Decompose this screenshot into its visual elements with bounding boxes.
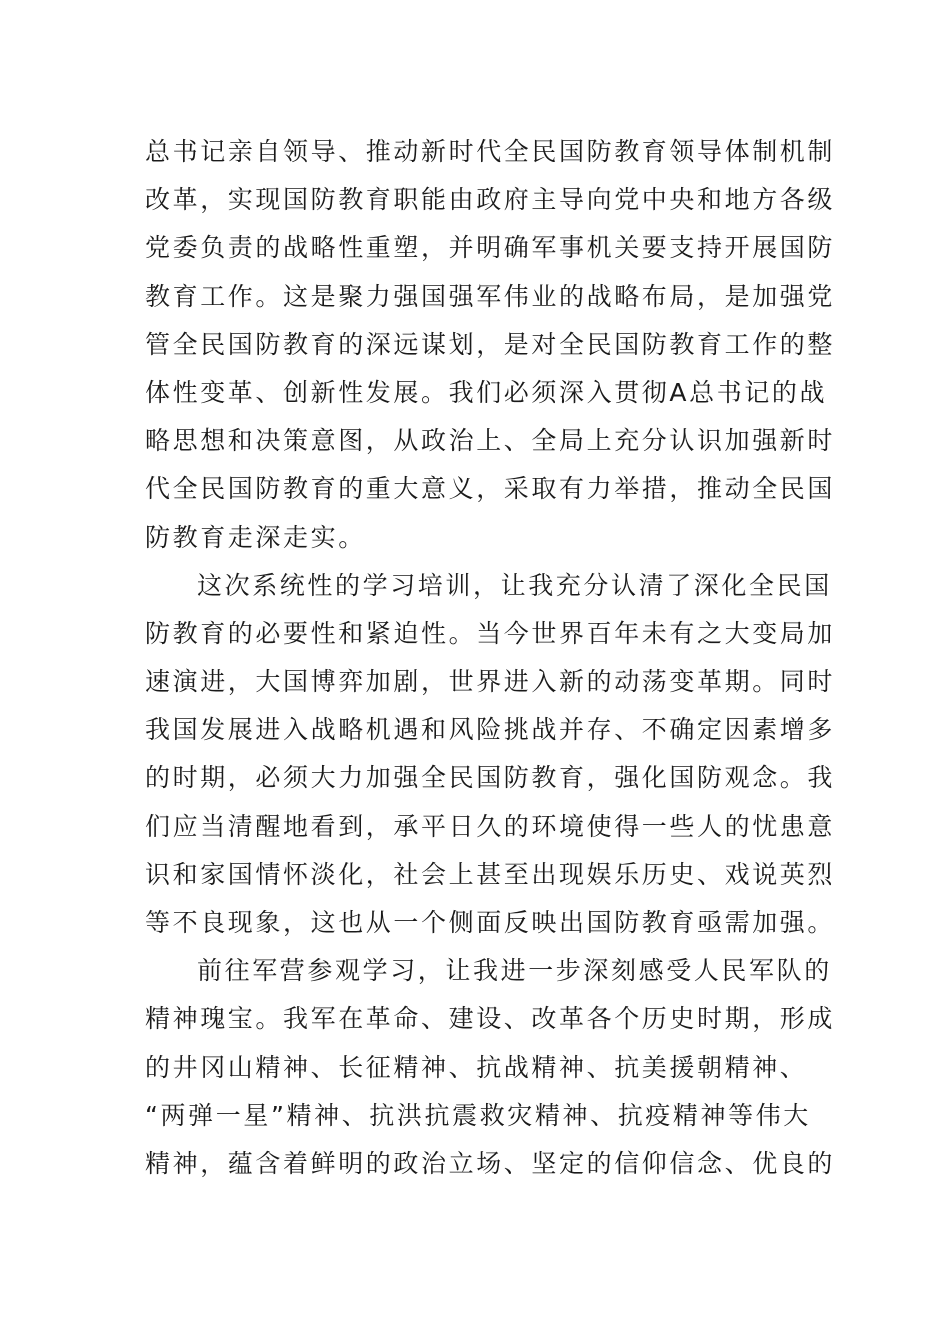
- paragraph-3: [145, 947, 836, 1188]
- text-line: 速演进，大国博弈加剧，世界进入新的动荡变革期。同时: [145, 667, 836, 697]
- text-line: 精神瑰宝。我军在革命、建设、改革各个历史时期，形成: [145, 1004, 836, 1034]
- paragraph-2: [145, 562, 836, 948]
- paragraph-1: [145, 128, 836, 562]
- text-line: “两弹一星”精神、抗洪抗震救灾精神、抗疫精神等伟大: [145, 1100, 811, 1130]
- text-line: 总书记亲自领导、推动新时代全民国防教育领导体制机制: [145, 137, 836, 166]
- text-line: 等不良现象，这也从一个侧面反映出国防教育亟需加强。: [145, 908, 836, 937]
- text-line-indented: 前往军营参观学习，让我进一步深刻感受人民军队的: [197, 956, 832, 986]
- text-line: 防教育的必要性和紧迫性。当今世界百年未有之大变局加: [145, 618, 836, 648]
- text-line: 体性变革、创新性发展。我们必须深入贯彻A总书记的战: [145, 377, 828, 407]
- text-line: 教育工作。这是聚力强国强军伟业的战略布局，是加强党: [145, 281, 836, 311]
- body-text: [145, 128, 836, 1188]
- text-line: 防教育走深走实。: [145, 522, 366, 552]
- text-line: 我国发展进入战略机遇和风险挑战并存、不确定因素增多: [145, 715, 836, 745]
- text-line: 略思想和决策意图，从政治上、全局上充分认识加强新时: [145, 426, 836, 456]
- text-line: 的井冈山精神、长征精神、抗战精神、抗美援朝精神、: [145, 1052, 808, 1082]
- text-line-indented: 这次系统性的学习培训，让我充分认清了深化全民国: [197, 570, 832, 600]
- text-line: 识和家国情怀淡化，社会上甚至出现娱乐历史、戏说英烈: [145, 859, 836, 889]
- text-line: 的时期，必须大力加强全民国防教育，强化国防观念。我: [145, 763, 836, 793]
- text-line: 党委负责的战略性重塑，并明确军事机关要支持开展国防: [145, 233, 836, 263]
- text-line: 改革，实现国防教育职能由政府主导向党中央和地方各级: [145, 185, 836, 215]
- text-line: 管全民国防教育的深远谋划，是对全民国防教育工作的整: [145, 329, 836, 359]
- text-line: 们应当清醒地看到，承平日久的环境使得一些人的忧患意: [145, 811, 836, 841]
- text-line: 精神，蕴含着鲜明的政治立场、坚定的信仰信念、优良的: [145, 1148, 836, 1178]
- text-line: 代全民国防教育的重大意义，采取有力举措，推动全民国: [145, 474, 836, 504]
